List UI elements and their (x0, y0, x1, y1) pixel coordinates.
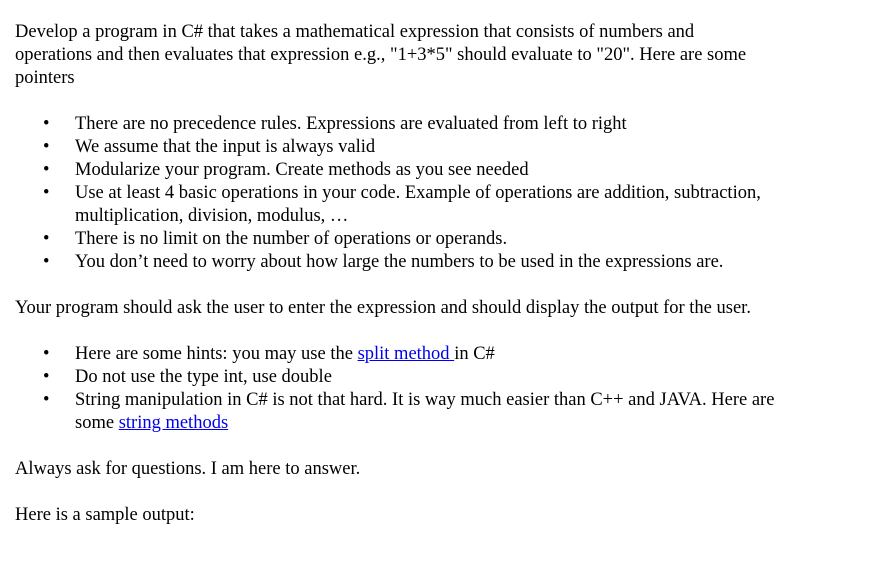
string-methods-link[interactable]: string methods (118, 413, 229, 433)
intro-paragraph: Develop a program in C# that takes a mathematical expression that consists of numbers and operations and then evaluates that expression e.g., "1+3*5" should evaluate to "20". Here are some pointers (15, 22, 747, 88)
list-item (75, 389, 795, 435)
list-item: • We assume that the input is always valid (75, 136, 795, 159)
pointers-list (15, 113, 875, 274)
sample-output-label: Here is a sample output: (15, 505, 195, 525)
spacer (15, 481, 875, 504)
spacer (15, 274, 875, 297)
hint-text: Here are some hints: you may use the (75, 344, 358, 364)
list-item: • You don’t need to worry about how large the numbers to be used in the expressions are. (75, 251, 795, 274)
hint-text: String manipulation in C# is not that hard. It is way much easier than C++ and JAVA. Here are some (75, 390, 775, 433)
spacer (15, 435, 875, 458)
hint-text: in C# (454, 344, 495, 364)
list-item: • Do not use the type int, use double (75, 366, 795, 389)
input-output-paragraph: Your program should ask the user to enter the expression and should display the output for the user. (15, 298, 751, 318)
split-method-link[interactable]: split method (357, 344, 455, 364)
list-item: • Use at least 4 basic operations in your code. Example of operations are addition, subtraction, multiplication, division, modulus, … (75, 182, 795, 228)
list-item: • There is no limit on the number of operations or operands. (75, 228, 795, 251)
list-item (75, 343, 795, 366)
questions-paragraph: Always ask for questions. I am here to answer. (15, 459, 361, 479)
list-item: • Modularize your program. Create methods as you see needed (75, 159, 795, 182)
list-item: • There are no precedence rules. Expressions are evaluated from left to right (75, 113, 795, 136)
hints-list (15, 343, 875, 435)
